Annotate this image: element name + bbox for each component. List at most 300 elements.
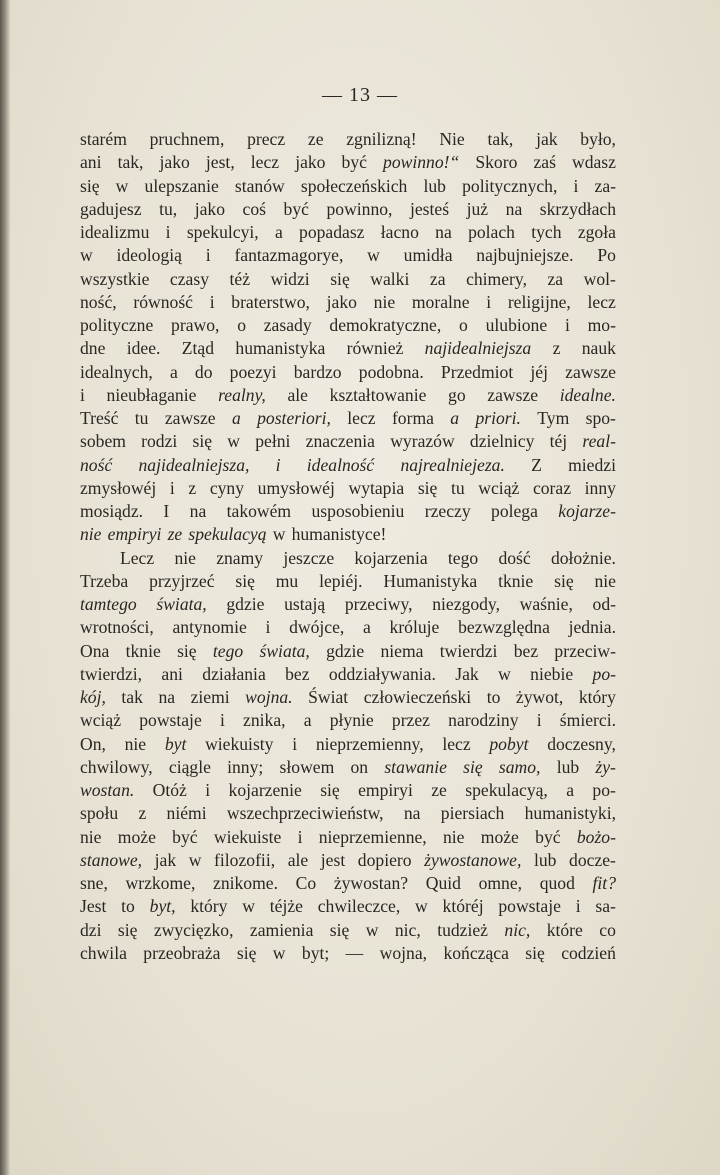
text-line: [80, 291, 616, 314]
word: usposobieniu: [311, 501, 405, 521]
word: działania: [202, 663, 266, 684]
word: i: [573, 175, 579, 196]
word: skrzydłach: [539, 198, 616, 219]
word: na: [189, 501, 207, 521]
italic-word: kojarze-: [558, 501, 616, 521]
word: wrotności,: [80, 617, 154, 638]
word: ani: [80, 152, 102, 173]
word: téż: [229, 268, 251, 289]
italic-word: się: [463, 756, 483, 777]
italic-word: najidealniejsza: [424, 338, 532, 359]
word: mu: [275, 570, 299, 591]
word: i: [205, 780, 211, 800]
word: Quid: [425, 873, 461, 893]
word: i: [205, 245, 211, 266]
word: i: [265, 617, 271, 638]
word: miedzi: [568, 454, 616, 475]
word: znamy: [216, 547, 264, 568]
word: Trzeba: [80, 570, 129, 591]
text-line: [80, 570, 616, 593]
word: omne,: [478, 873, 523, 893]
italic-word: nic,: [504, 919, 531, 940]
word: spekulcyi,: [186, 222, 259, 242]
word: politycznych,: [462, 175, 558, 196]
word: w: [272, 942, 286, 963]
word: się: [329, 919, 350, 940]
word: forma: [391, 408, 434, 428]
word: wdasz: [571, 152, 616, 173]
word: przeciw-: [554, 640, 616, 661]
word: codzień: [561, 942, 616, 963]
word: i: [536, 710, 542, 731]
word: się: [320, 780, 340, 800]
italic-word: najidealniejsza,: [138, 454, 250, 475]
word: się: [80, 175, 100, 196]
text-line: [80, 361, 616, 384]
word: z: [138, 803, 147, 824]
word: w: [80, 245, 93, 266]
word: w: [188, 849, 202, 870]
word: nie: [174, 547, 196, 568]
text-line: [80, 384, 616, 407]
word: w: [365, 919, 379, 940]
text-line: [80, 547, 616, 570]
word: i: [297, 826, 303, 847]
word: się: [236, 942, 257, 963]
word: Ztąd: [181, 338, 215, 359]
word: chimery,: [466, 268, 527, 289]
word: niémi: [166, 803, 207, 824]
word: powinno,: [326, 198, 393, 219]
word: Humanistyka: [383, 570, 478, 591]
italic-word: ży-: [595, 756, 616, 777]
word: na: [505, 198, 523, 219]
word: lub: [556, 756, 580, 777]
word: ani: [161, 663, 183, 684]
word: braterstwo,: [231, 291, 310, 312]
word: ność,: [80, 291, 117, 312]
word: znika,: [243, 710, 286, 731]
word: jeszcze: [283, 547, 335, 568]
word: wszystkie: [80, 268, 150, 289]
word: się: [235, 570, 255, 591]
word: zawsze: [164, 408, 216, 428]
word: tu: [450, 477, 465, 498]
word: stanów: [234, 175, 285, 196]
word: się: [330, 268, 350, 289]
text-line: [80, 686, 616, 709]
italic-word: świata,: [156, 594, 207, 614]
word: i: [209, 291, 215, 312]
word: jak: [536, 129, 558, 149]
word: przyjrzeć: [149, 570, 215, 591]
word: ziemi: [190, 687, 230, 707]
word: już: [466, 198, 489, 219]
word: empiryi: [358, 780, 413, 800]
paragraph: [80, 128, 616, 547]
word: przez: [391, 710, 430, 731]
italic-word: najrealniejeza.: [400, 454, 505, 475]
word: Lecz: [120, 547, 155, 568]
word: zmysłowéj: [80, 477, 157, 498]
italic-word: posteriori,: [257, 408, 331, 428]
word: fantazmagorye,: [234, 245, 344, 266]
word: humanistyki,: [524, 803, 616, 824]
italic-word: priori.: [475, 408, 521, 428]
word: lub: [423, 175, 446, 196]
word: quod: [539, 873, 575, 893]
italic-word: idealne.: [559, 384, 616, 405]
word: wszechprzeciwieństw,: [226, 803, 384, 824]
word: o: [237, 315, 246, 335]
word: ale: [287, 849, 309, 870]
word: być: [341, 152, 367, 173]
word: zasady: [263, 315, 312, 335]
word: za: [429, 268, 446, 289]
word: w: [272, 524, 286, 545]
word: na: [435, 222, 452, 242]
word: się: [525, 942, 545, 963]
word: przeciwy,: [344, 594, 413, 614]
word: ideologią: [116, 245, 182, 266]
word: nie: [124, 733, 147, 754]
word: go: [448, 384, 466, 405]
word: po-: [592, 780, 616, 800]
word: w: [367, 245, 380, 266]
word: pruchnem,: [149, 129, 225, 149]
word: lecz: [587, 291, 616, 312]
word: za-: [594, 175, 616, 196]
text-line: [80, 198, 616, 221]
text-line: [80, 593, 616, 616]
word: inny;: [227, 756, 264, 777]
word: ustają: [284, 594, 326, 614]
word: coś: [242, 198, 266, 219]
word: nie: [373, 291, 396, 312]
text-line: [80, 523, 616, 546]
word: było,: [580, 129, 616, 149]
word: być: [283, 198, 309, 219]
word: kształtowanie: [329, 384, 427, 405]
word: w: [415, 896, 428, 917]
text-line: [80, 268, 616, 291]
word: społeczeńskich: [300, 175, 408, 196]
word: zwycięzko,: [153, 919, 234, 940]
word: on: [350, 756, 369, 777]
word: i: [165, 222, 171, 242]
word: wyrazów: [390, 431, 455, 452]
word: widzi: [270, 268, 310, 289]
word: twierdzi: [439, 640, 498, 661]
word: dopiero: [357, 849, 412, 870]
italic-word: a: [231, 408, 241, 428]
word: tu,: [159, 198, 178, 219]
text-line: [80, 500, 616, 523]
word: nieubłaganie: [106, 384, 197, 405]
word: tknie: [498, 570, 534, 591]
word: również: [346, 338, 404, 359]
word: człowieczeński: [363, 687, 472, 707]
italic-word: a: [450, 408, 460, 428]
word: inny: [584, 477, 616, 498]
word: ciągle: [168, 756, 211, 777]
word: na: [403, 803, 421, 824]
word: i: [292, 733, 298, 754]
word: demokratyczne,: [329, 315, 442, 335]
word: w: [115, 175, 129, 196]
text-line: [80, 802, 616, 825]
italic-word: ność: [80, 454, 113, 475]
text-line: [80, 407, 616, 430]
word: walki: [370, 268, 410, 289]
word: z: [552, 338, 561, 359]
word: żywot,: [515, 687, 564, 707]
word: mo-: [587, 315, 616, 335]
word: umidła: [403, 245, 453, 266]
word: idealnych,: [80, 361, 153, 382]
word: Co: [295, 873, 317, 893]
paragraph: [80, 547, 616, 966]
word: docze-: [569, 849, 616, 870]
word: o: [459, 315, 468, 335]
word: zamienia: [249, 919, 314, 940]
word: zawsze: [487, 384, 539, 405]
word: Przedmiot: [440, 361, 514, 382]
word: tych: [531, 222, 562, 242]
word: który: [190, 896, 228, 917]
word: nie: [442, 826, 465, 847]
italic-word: żywostanowe,: [424, 849, 522, 870]
word: lecz: [347, 408, 376, 428]
word: prawo,: [171, 315, 220, 335]
word: byt;: [301, 942, 330, 963]
text-line: [80, 616, 616, 639]
word: w: [498, 663, 511, 684]
word: jako: [159, 152, 190, 173]
word: wiekuisty: [205, 733, 274, 754]
word: w: [242, 896, 255, 917]
word: wiekuiste: [213, 826, 282, 847]
word: tak: [121, 687, 143, 707]
word: może: [480, 826, 519, 847]
word: tudzież: [437, 919, 488, 940]
word: starém: [80, 129, 127, 149]
text-line: [80, 779, 616, 802]
word: Nie: [439, 129, 465, 149]
word: powstaje: [498, 896, 561, 917]
word: tknie: [125, 640, 161, 661]
body-text: [80, 128, 616, 965]
word: jéj: [530, 361, 548, 382]
word: płynie: [329, 710, 374, 731]
word: rodzi: [141, 431, 178, 452]
word: wciąż: [478, 477, 520, 498]
word: a: [169, 361, 178, 382]
word: wrzkome,: [125, 873, 196, 893]
text-line: [80, 175, 616, 198]
word: Ona: [80, 640, 110, 661]
word: wciąż: [80, 710, 122, 731]
word: zaś: [533, 152, 556, 173]
text-line: [80, 663, 616, 686]
word: chwila: [80, 942, 127, 963]
word: żywostan?: [333, 873, 409, 893]
word: Skoro: [475, 152, 518, 173]
word: do: [194, 361, 213, 382]
word: się: [417, 477, 438, 498]
word: zgnilizną!: [346, 129, 417, 149]
word: ze: [307, 129, 324, 149]
word: bardzo: [293, 361, 342, 382]
word: powstaje: [139, 710, 202, 731]
word: dwójce,: [289, 617, 345, 638]
word: waśnie,: [519, 594, 573, 614]
word: i: [575, 896, 581, 917]
word: jest,: [205, 152, 235, 173]
word: dołożnie.: [550, 547, 616, 568]
word: i: [564, 315, 570, 335]
word: Tym: [537, 408, 570, 428]
word: dzi: [80, 919, 102, 940]
word: lepiéj.: [319, 570, 363, 591]
word: lecz: [442, 733, 471, 754]
word: od-: [592, 594, 616, 614]
word: na: [158, 687, 176, 707]
word: sne,: [80, 873, 108, 893]
word: moralne: [411, 291, 470, 312]
text-line: [80, 756, 616, 779]
word: śmierci.: [559, 710, 616, 731]
word: to: [486, 687, 501, 707]
text-line: [80, 733, 616, 756]
italic-word: wostan.: [80, 780, 135, 800]
word: pełni: [255, 431, 291, 452]
word: Świat: [308, 687, 349, 707]
word: się: [177, 640, 197, 661]
italic-word: byt: [164, 733, 187, 754]
text-line: [80, 244, 616, 267]
word: z: [188, 477, 197, 498]
word: spo-: [585, 408, 616, 428]
word: tak,: [117, 152, 144, 173]
italic-word: fit?: [592, 873, 616, 893]
word: które: [546, 919, 583, 940]
word: idee.: [126, 338, 161, 359]
word: chwileczce,: [317, 896, 401, 917]
word: czasy: [169, 268, 209, 289]
word: popadasz: [299, 222, 365, 242]
word: jak: [154, 849, 177, 870]
italic-word: ze: [167, 524, 183, 545]
italic-word: real-: [582, 431, 616, 452]
word: nauk: [581, 338, 616, 359]
word: społu: [80, 803, 119, 824]
italic-word: samo,: [498, 756, 541, 777]
word: co: [599, 919, 616, 940]
italic-word: idealność: [306, 454, 375, 475]
word: nieprzemienny,: [315, 733, 424, 754]
word: doczesny,: [547, 733, 616, 754]
text-line: [80, 895, 616, 918]
text-line: [80, 128, 616, 151]
word: On,: [80, 733, 106, 754]
word: i: [486, 291, 492, 312]
word: łacno: [380, 222, 419, 242]
word: niezgody,: [432, 594, 500, 614]
word: humanistyce!: [291, 524, 387, 545]
word: gdzie: [226, 594, 265, 614]
word: się: [117, 919, 138, 940]
word: dne: [80, 338, 106, 359]
word: równość: [133, 291, 193, 312]
word: coraz: [532, 477, 572, 498]
text-line: [80, 314, 616, 337]
word: gdzie: [326, 640, 365, 661]
word: zgoła: [577, 222, 616, 242]
word: Z: [531, 454, 542, 475]
word: piersiach: [440, 803, 505, 824]
word: mosiądz.: [80, 501, 144, 521]
book-binding-edge: [0, 0, 10, 1175]
text-line: [80, 430, 616, 453]
word: lecz: [250, 152, 280, 173]
word: niebie: [530, 663, 574, 684]
word: a: [566, 780, 575, 800]
word: antynomie: [172, 617, 247, 638]
word: za: [547, 268, 564, 289]
italic-word: po-: [592, 663, 616, 684]
word: narodziny: [448, 710, 519, 731]
word: umysłowéj: [257, 477, 335, 498]
word: może: [117, 826, 156, 847]
text-line: [80, 872, 616, 895]
word: a: [363, 617, 371, 638]
word: znaczenia: [305, 431, 375, 452]
text-line: [80, 337, 616, 360]
word: spekulacyą,: [465, 780, 548, 800]
word: być: [535, 826, 561, 847]
word: w: [227, 431, 241, 452]
italic-word: wojna.: [245, 687, 293, 707]
text-line: [80, 826, 616, 849]
word: najbujniejsze.: [476, 245, 574, 266]
word: —: [345, 942, 364, 963]
text-line: [80, 709, 616, 732]
word: dzielnicy: [469, 431, 535, 452]
word: jako: [326, 291, 357, 312]
italic-word: empiryi: [107, 524, 162, 545]
word: i: [169, 477, 175, 498]
word: słowem: [279, 756, 335, 777]
word: gadujesz: [80, 198, 142, 219]
word: a: [274, 222, 283, 242]
word: to: [121, 896, 135, 917]
word: kojarzenia: [354, 547, 428, 568]
word: ulepszanie: [144, 175, 219, 196]
word: tu: [134, 408, 149, 428]
word: bez: [285, 663, 310, 684]
word: wol-: [583, 268, 616, 289]
word: ze: [431, 780, 447, 800]
italic-word: stanowe,: [80, 849, 143, 870]
word: I: [163, 501, 170, 521]
word: kojarzenie: [228, 780, 302, 800]
word: religijne,: [507, 291, 571, 312]
word: nic,: [394, 919, 421, 940]
word: i: [219, 710, 225, 731]
italic-word: i: [275, 454, 281, 475]
italic-word: realny,: [218, 384, 266, 405]
